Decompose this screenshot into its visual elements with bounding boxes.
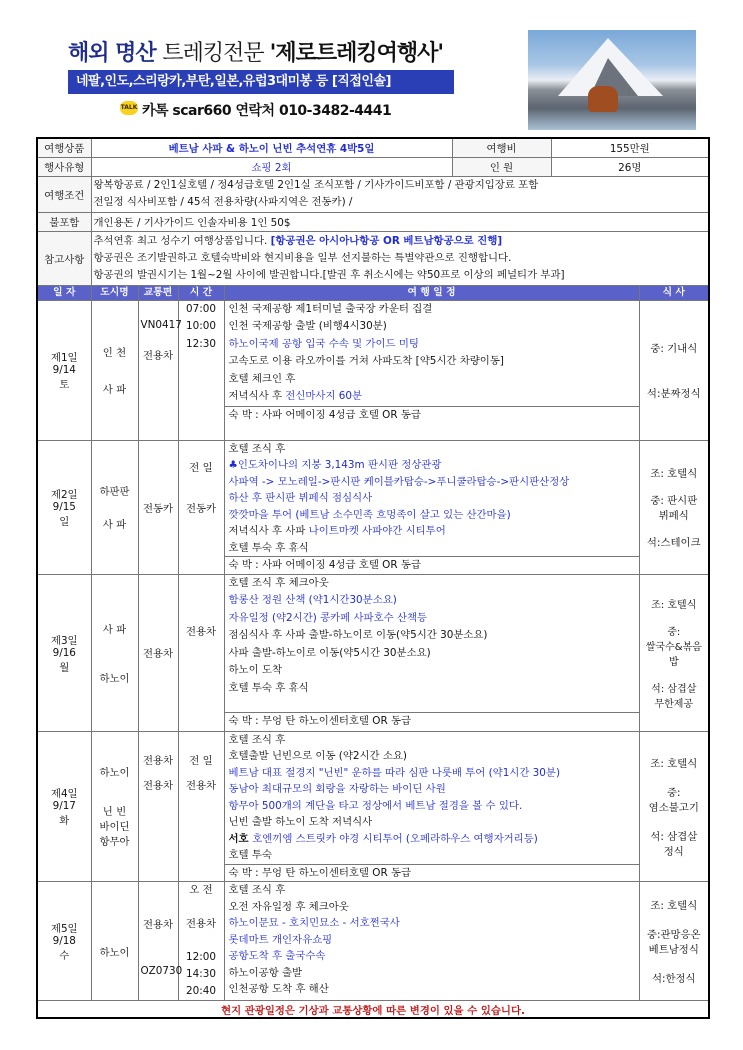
conditions-label: 여행조건: [37, 176, 91, 212]
day-date-line: 화: [59, 815, 70, 828]
day-schedule: [224, 300, 639, 440]
schedule-line: 공항도착 후 출국수속: [228, 950, 326, 962]
day-date-line: 제5일: [50, 923, 78, 935]
day-schedule: [224, 440, 639, 574]
day-date: [37, 574, 91, 731]
header-banner: [0, 0, 743, 135]
schedule-line: 호텔출발 닌빈으로 이동 (약2시간 소요): [228, 750, 407, 762]
city-line: 하노이: [99, 672, 130, 685]
schedule-line: 호텔 조식 후: [228, 442, 286, 455]
row-notes: [37, 231, 709, 285]
day-date: [37, 440, 91, 574]
cost-value: 155만원: [551, 138, 709, 157]
day-transport: [138, 574, 178, 731]
meal-line: 조: 호텔식: [650, 900, 698, 912]
transport-line: 전용차: [142, 648, 174, 660]
lodging-line: 숙 박 : 무엉 탄 하노이센터호텔 OR 동급: [225, 712, 639, 731]
schedule-line: 인천공항 도착 후 해산: [228, 983, 329, 995]
title-part-2: 트레킹전문: [162, 41, 270, 66]
meal-line: 뷔페식: [658, 510, 689, 522]
kakaotalk-icon: TALK: [120, 101, 138, 115]
city-line: 닌 빈: [102, 806, 127, 819]
footer-notice: 현지 관광일정은 기상과 교통상황에 따른 변경이 있을 수 있습니다.: [37, 1001, 709, 1019]
notes-line-1-highlight: [항공권은 아시아나항공 OR 베트남항공으로 진행]: [270, 234, 503, 247]
time-line: 07:00: [186, 302, 216, 315]
lodging-line: 숙 박 : 사파 어메이징 4성급 호텔 OR 동급: [225, 406, 639, 425]
day-transport: [138, 882, 183, 1001]
day-date: [37, 731, 91, 882]
type-value: 쇼핑 2회: [91, 157, 452, 176]
time-line: 전동카: [185, 502, 217, 515]
schedule-line: 호텔 조식 후: [228, 884, 286, 896]
meal-line: 석:분짜정식: [646, 388, 701, 400]
schedule-line: 호텔 투숙: [228, 849, 272, 861]
day-date-line: 제1일: [50, 352, 78, 364]
meal-line: 염소불고기: [648, 801, 699, 814]
day-meals: [639, 882, 709, 1001]
meal-line: 중: 판시판: [650, 495, 698, 507]
product-value: 베트남 사파 & 하노이 닌빈 추석연휴 4박5일: [91, 138, 452, 157]
transport-line: 전용차: [142, 754, 174, 767]
schedule-line: 하산 후 판시판 뷔페식 점심식사: [228, 492, 373, 504]
cost-label: 여행비: [452, 138, 551, 157]
day-city: [91, 574, 138, 731]
day-date-line: 제2일: [50, 489, 78, 501]
notes-line-2: 항공권은 조기발권하고 호텔숙박비와 현지비용을 일부 선지불하는 특별약관으로 진행합니다.: [93, 251, 512, 264]
schedule-line: 하노이공항 출발: [228, 966, 303, 979]
schedule-line: 점심식사 후 사파 출발-하노이로 이동(약5시간 30분소요): [228, 629, 488, 641]
schedule-line: 호텔 체크인 후: [228, 372, 296, 385]
people-value: 26명: [551, 157, 709, 176]
day-date-line: 9/16: [52, 646, 76, 659]
time-line: 12:00: [186, 951, 216, 963]
schedule-line: 하노이문묘 - 호치민묘소 - 서호쩐국사: [228, 917, 400, 929]
schedule-line: 사파 출발-하노이로 이동(약5시간 30분소요): [228, 646, 431, 659]
time-line: 전 일: [189, 461, 213, 474]
day-date-line: 9/17: [52, 800, 76, 813]
footer-row: [37, 1001, 709, 1019]
schedule-line: 인천 국제공항 출발 (비행4시30분): [228, 320, 387, 332]
day-time: [178, 882, 224, 1001]
meal-line: 석: 삼겹살: [650, 830, 698, 843]
row-excluded: [37, 212, 709, 231]
schedule-line: [225, 831, 639, 848]
schedule-line: 닌빈 출발 하노이 도착 저녁식사: [228, 816, 373, 828]
day-time: [178, 440, 224, 574]
schedule-line: 롯데마트 개인자유쇼핑: [228, 933, 333, 946]
mountain-photo: [528, 30, 696, 130]
time-line: 전 일: [189, 754, 213, 767]
day-row-4: [37, 731, 709, 882]
day-schedule: [224, 731, 639, 882]
transport-line: 전용차: [142, 779, 174, 792]
meal-line: 조: 호텔식: [651, 599, 697, 611]
col-day: 일 자: [37, 285, 91, 300]
time-line: 14:30: [186, 968, 216, 980]
schedule-line: 하노이국제 공항 입국 수속 및 가이드 미팅: [228, 337, 419, 350]
day-row-3: [37, 574, 709, 731]
meal-line: 중:: [667, 786, 681, 799]
city-line: 하노이: [99, 767, 130, 780]
city-line: 바이딘: [99, 821, 130, 834]
day-time: [178, 731, 224, 882]
day-time: [178, 574, 224, 731]
day-date-line: 제3일: [50, 634, 78, 647]
day-meals: [639, 731, 709, 882]
meal-line: 석: 삼겹살: [651, 683, 697, 695]
day-city: [91, 300, 138, 440]
day-schedule: [224, 882, 639, 1001]
meal-line: 석:한정식: [651, 973, 696, 985]
col-transport: 교통편: [138, 285, 178, 300]
day-date-line: 수: [59, 950, 70, 962]
conditions-line-2: 전일정 식사비포함 / 45석 전용차량(사파지역은 전동카) /: [93, 196, 353, 208]
day-date-line: 제4일: [50, 788, 78, 801]
schedule-line: ♣인도차이나의 지붕 3,143m 판시판 정상관광: [228, 459, 442, 471]
title-part-3: '제로트레킹여행사': [269, 41, 444, 66]
city-line: 하노이: [99, 946, 130, 959]
product-label: 여행상품: [37, 138, 91, 157]
meal-line: 베트남정식: [648, 944, 699, 956]
transport-line: 전용차: [142, 349, 174, 362]
col-city: 도시명: [91, 285, 138, 300]
day-transport: [138, 440, 178, 574]
excluded-value: 개인용돈 / 기사가이드 인솔자비용 1인 50$: [91, 212, 709, 231]
row-type: [37, 157, 709, 176]
meal-line: 무한제공: [654, 698, 694, 710]
lodging-line: 숙 박 : 무엉 탄 하노이센터호텔 OR 동급: [225, 864, 639, 882]
city-line: 항무아: [99, 836, 130, 849]
transport-line: 전동카: [142, 502, 174, 515]
schedule-highlight: 전신마사지 60분: [285, 390, 363, 402]
notes-line-1-plain: 추석연휴 최고 성수기 여행상품입니다.: [93, 234, 271, 247]
schedule-line: 베트남 대표 절경지 "닌빈" 운하를 따라 심판 나룻배 투어 (약1시간 30분): [228, 766, 560, 779]
day-row-2: [37, 440, 709, 574]
people-label: 인 원: [452, 157, 551, 176]
meal-line: 쌀국수&볶음: [645, 641, 702, 653]
day-date-line: 일: [59, 516, 70, 528]
day-meals: [639, 574, 709, 731]
time-line: 전용차: [185, 918, 217, 930]
transport-line: OZ0730: [140, 965, 183, 977]
schedule-text: 저녁식사 후: [228, 390, 286, 402]
schedule-line: [225, 388, 639, 406]
day-time: [178, 300, 224, 440]
day-meals: [639, 440, 709, 574]
schedule-highlight: 호엔끼엠 스트릿카 야경 시티투어 (오페라하우스 여행자거리등): [252, 832, 538, 845]
day-city: [91, 440, 138, 574]
day-city: [91, 731, 138, 882]
time-line: 20:40: [186, 985, 216, 997]
notes-line-3: 항공권의 발권시기는 1월~2월 사이에 발권합니다.[발권 후 취소시에는 약50프로 이상의 페널티가 부과]: [93, 268, 565, 281]
day-city: [91, 882, 138, 1001]
city-line: 사 파: [102, 623, 127, 636]
conditions-line-1: 왕복항공료 / 2인1실호텔 / 정4성급호텔 2인1실 조식포함 / 기사가이드비포함 / 관광지입장료 포함: [93, 179, 539, 191]
schedule-line: 함롱산 정원 산책 (약1시간30분소요): [228, 594, 397, 606]
schedule-line: 인천 국제공항 제1터미널 출국장 카운터 집결: [228, 302, 433, 315]
schedule-line: 항무아 500개의 계단을 타고 정상에서 베트남 절경을 볼 수 있다.: [228, 799, 523, 812]
day-date: [37, 882, 91, 1001]
time-line: 10:00: [186, 320, 216, 332]
day-transport: [138, 300, 182, 440]
transport-line: VN0417: [140, 318, 182, 331]
city-line: 사 파: [102, 519, 127, 531]
day-schedule: [224, 574, 639, 731]
itinerary-table: [36, 137, 710, 1019]
col-meal: 식 사: [639, 285, 709, 300]
schedule-line: [225, 523, 639, 540]
schedule-highlight: 나이트마켓 사파야간 시티투어: [308, 525, 446, 537]
schedule-line: 고속도로 이용 라오까이를 거쳐 사파도착 [약5시간 차량이동]: [228, 355, 504, 367]
schedule-text: 서호: [228, 832, 253, 845]
meal-line: 중:: [667, 626, 681, 638]
schedule-line: 하노이 도착: [228, 664, 282, 676]
day-row-5: [37, 882, 709, 1001]
col-itinerary: 여 행 일 정: [224, 285, 639, 300]
day-date-line: 9/15: [52, 501, 76, 513]
schedule-line: 호텔 조식 후 체크아웃: [228, 576, 329, 589]
type-label: 행사유형: [37, 157, 91, 176]
meal-line: 조: 호텔식: [650, 468, 698, 480]
meal-line: 정식: [663, 845, 684, 858]
schedule-line: 호텔 투숙 후 휴식: [228, 541, 309, 554]
time-line: 전용차: [185, 779, 217, 792]
meal-line: 조: 호텔식: [650, 757, 698, 770]
lodging-line: 숙 박 : 사파 어메이징 4성급 호텔 OR 동급: [225, 556, 639, 574]
notes-line-1: [94, 233, 707, 250]
day-row-1: [37, 300, 709, 440]
meal-line: 밥: [668, 656, 679, 668]
meal-line: 석:스테이크: [646, 537, 701, 549]
contact-info: 카톡 scar660 연락처 010-3482-4441: [142, 103, 392, 119]
schedule-line: 호텔 투숙 후 휴식: [228, 681, 309, 694]
day-date-line: 9/18: [52, 935, 76, 947]
transport-line: 전용차: [142, 919, 174, 931]
time-line: 12:30: [186, 337, 216, 350]
day-transport: [138, 731, 178, 882]
schedule-line: 자유일정 (약2시간) 콩카페 사파호수 산책등: [228, 611, 428, 624]
row-conditions: [37, 176, 709, 212]
schedule-line: 오전 자유일정 후 체크아웃: [228, 900, 349, 913]
notes-label: 참고사항: [37, 231, 91, 285]
day-date-line: 토: [59, 379, 70, 391]
time-line: 전용차: [185, 625, 217, 638]
conditions-value: [91, 176, 709, 212]
schedule-text: 저녁식사 후 사파: [228, 525, 309, 537]
time-line: 오 전: [189, 884, 213, 896]
schedule-line: 호텔 조식 후: [228, 733, 286, 746]
hiker-figure: [588, 86, 618, 112]
column-header-row: [37, 285, 709, 300]
city-line: 인 천: [102, 347, 127, 359]
day-date-line: 월: [59, 661, 70, 674]
company-title: [68, 36, 443, 67]
city-line: 하판판: [99, 486, 130, 498]
schedule-line: 동남아 최대규모의 회랑을 자랑하는 바이딘 사원: [228, 783, 446, 795]
meal-line: 중: 기내식: [650, 343, 698, 355]
city-line: 사 파: [102, 384, 127, 396]
schedule-line: 사파역 -> 모노레일->판시판 케이블카탑승->푸니쿨라탑승->판시판산정상: [228, 475, 570, 488]
schedule-line: 깟깟마을 투어 (베트남 소수민족 흐멍족이 살고 있는 산간마을): [228, 508, 511, 521]
title-part-1: 해외 명산: [68, 41, 163, 66]
day-date-line: 9/14: [52, 364, 76, 376]
destinations-banner: 네팔,인도,스리랑카,부탄,일본,유럽3대미봉 등 [직접인솔]: [68, 70, 454, 94]
day-meals: [639, 300, 709, 440]
row-product: [37, 138, 709, 157]
col-time: 시 간: [178, 285, 224, 300]
excluded-label: 불포함: [37, 212, 91, 231]
notes-value: [91, 231, 709, 285]
day-date: [37, 300, 91, 440]
meal-line: 중:관망응온: [646, 929, 701, 941]
